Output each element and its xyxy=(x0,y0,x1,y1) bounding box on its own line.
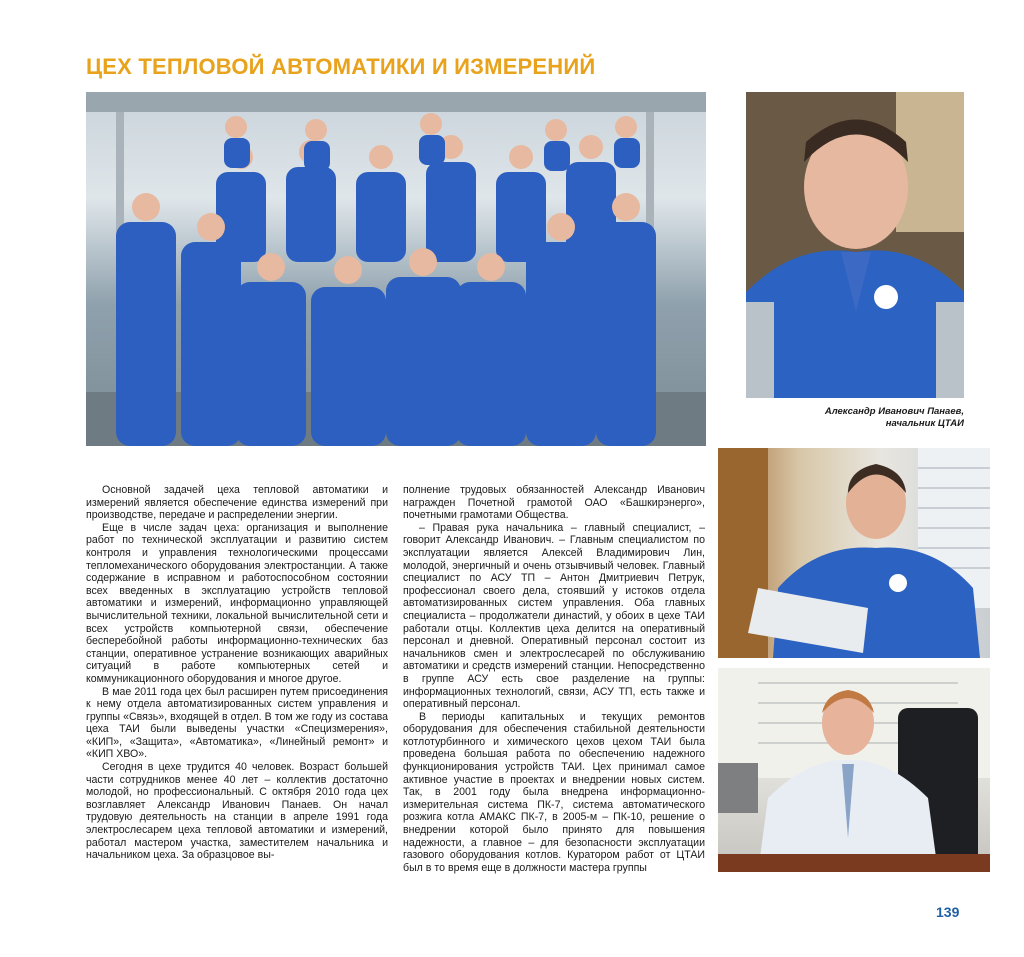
page-title: ЦЕХ ТЕПЛОВОЙ АВТОМАТИКИ И ИЗМЕРЕНИЙ xyxy=(86,54,596,79)
paragraph: В мае 2011 года цех был расширен путем присоединения к нему отдела автоматизированных систем управления и группы «Связь», входящей в отдел. В том же году из состава цеха ТАИ были выведены участки «Специзмерения», «КИП», «Защита», «Автоматика», «Линейный ремонт» и «КИП ХВО». xyxy=(86,685,388,761)
page-number: 139 xyxy=(936,904,960,920)
portrait-specialist xyxy=(718,448,990,658)
group-photo xyxy=(86,92,706,446)
paragraph: В периоды капитальных и текущих ремонтов оборудования для обеспечения стабильной деятельности котлотурбинного и химического цехов цехом ТАИ была проведена большая работа по обеспечению надежного функционирования устройств ТАИ. Цех принимал самое активное участие в проектах и внедрении новых систем. Так, в 2001 году была внедрена информационно-измерительная система ПК-7, система автоматического розжига котла АМАКС ПК-7, в 2005-м – ПК-10, решение о внедрении которой было принято для повышения надежности, а главное – для безопасности эксплуатации газового оборудования котлов. Куратором работ от ЦТАИ был в то время еще в должности мастера группы xyxy=(403,710,705,874)
paragraph: Основной задачей цеха тепловой автоматики и измерений является обеспечение единства измерений при производстве, передаче и распределении энергии. xyxy=(86,484,388,522)
text-column-left xyxy=(86,484,388,862)
paragraph: Еще в числе задач цеха: организация и выполнение работ по технической эксплуатации и развитию систем контроля и управления технологическими процессами тепломеханического оборудования электростанции. А также содержание в исправном и работоспособном состоянии всех введенных в эксплуатацию устройств тепловой автоматики и измерений, информационно управляющей вычислительной техники, локальной вычислительной сети и всех устройств компьютерной связи, обеспечение бесперебойной работы информационно-технических баз станции, оперативное устранение возникающих аварийных ситуаций в работе компьютерных сетей и коммуникационного оборудования и многое другое. xyxy=(86,521,388,685)
portrait-panaev xyxy=(746,92,964,398)
paragraph: – Правая рука начальника – главный специалист, – говорит Александр Иванович. – Главным специалистом по эксплуатации является Алексей Владимирович Лин, молодой, энергичный и очень отзывчивый человек. Главный специалист по АСУ ТП – Антон Дмитриевич Петрук, профессионал своего дела, стоявший у истоков отдела автоматизированных систем управления. Оба главных специалиста – продолжатели династий, у обоих в цехе ТАИ работали отцы. Коллектив цеха делится на оперативный персонал и дневной. Оперативный персонал состоит из начальников смен и электрослесарей по обслуживанию автоматики и средств измерений станции. Непосредственно в группе АСУ есть свое разделение на группы: информационных технологий, связи, АСУ ТП, есть также и оперативный персонал. xyxy=(403,521,705,711)
portrait-engineer xyxy=(718,668,990,872)
caption-position: начальник ЦТАИ xyxy=(885,418,964,429)
paragraph: полнение трудовых обязанностей Александр Иванович награжден Почетной грамотой ОАО «Башкирэнерго», почетными грамотами Общества. xyxy=(403,484,705,522)
portrait-caption xyxy=(800,406,964,430)
paragraph: Сегодня в цехе трудится 40 человек. Возраст большей части сотрудников менее 40 лет – коллектив достаточно молодой, но профессиональный. С октября 2010 года цех возглавляет Александр Иванович Панаев. Он начал трудовую деятельность на станции в апреле 1991 года электрослесарем цеха тепловой автоматики и измерений, работал мастером участка, заместителем начальника и начальником цеха. За образцовое вы- xyxy=(86,761,388,862)
text-column-right xyxy=(403,484,705,874)
caption-name: Александр Иванович Панаев, xyxy=(824,406,964,417)
